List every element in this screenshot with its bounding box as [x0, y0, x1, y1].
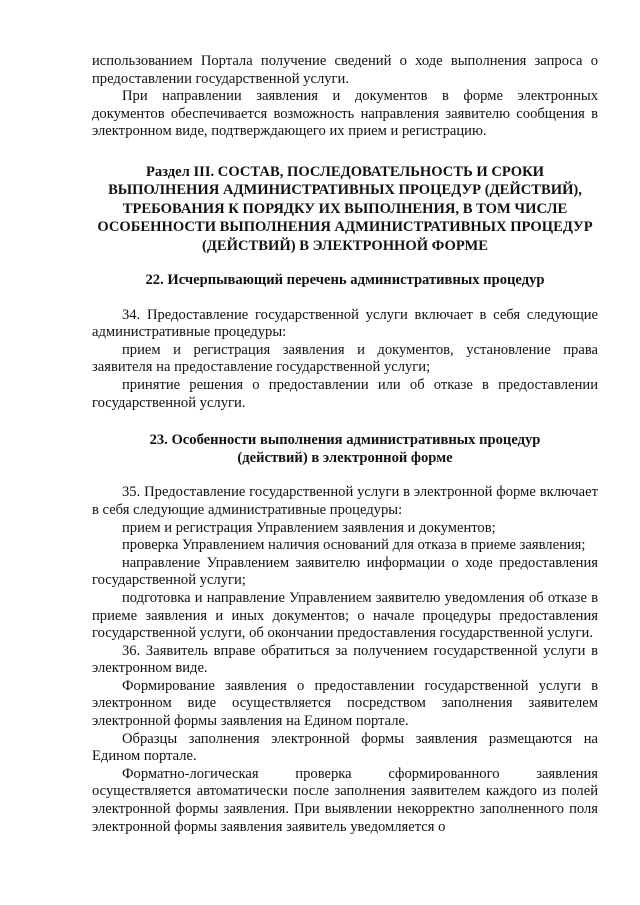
paragraph: прием и регистрация заявления и документов, установление права заявителя на предоставление государственной услуги;: [92, 341, 598, 376]
paragraph: Формирование заявления о предоставлении государственной услуги в электронном виде осуществляется посредством заполнения заявителем электронной формы заявления на Едином портале.: [92, 677, 598, 730]
heading-23-line1: 23. Особенности выполнения административных процедур: [149, 432, 541, 449]
subsection-heading-22: 22. Исчерпывающий перечень административных процедур: [145, 272, 545, 288]
paragraph: проверка Управлением наличия оснований для отказа в приеме заявления;: [122, 537, 586, 554]
paragraph: При направлении заявления и документов в форме электронных документов обеспечивается возможность направления заявителю сообщения в электронном виде, подтверждающего их прием и регистрацию.: [92, 88, 598, 140]
subsection-heading-23: [92, 432, 598, 467]
paragraph: принятие решения о предоставлении или об отказе в предоставлении государственной услуги.: [92, 376, 598, 411]
paragraph: прием и регистрация Управлением заявления и документов;: [122, 519, 496, 536]
paragraph: Форматно-логическая проверка сформированного заявления осуществляется автоматически после заполнения заявителем каждого из полей электронной формы заявления. При выявлении некорректно заполненного поля электронной формы заявления заявитель уведомляется о: [92, 765, 598, 835]
section-title: Раздел III. СОСТАВ, ПОСЛЕДОВАТЕЛЬНОСТЬ И СРОКИ ВЫПОЛНЕНИЯ АДМИНИСТРАТИВНЫХ ПРОЦЕДУР (ДЕЙСТВИЙ), ТРЕБОВАНИЯ К ПОРЯДКУ ИХ ВЫПОЛНЕНИЯ, В ТОМ ЧИСЛЕ ОСОБЕННОСТИ ВЫПОЛНЕНИЯ АДМИНИСТРАТИВНЫХ ПРОЦЕДУР (ДЕЙСТВИЙ) В ЭЛЕКТРОННОЙ ФОРМЕ: [97, 163, 593, 254]
paragraph: подготовка и направление Управлением заявителю уведомления об отказе в приеме заявления и иных документов; о начале процедуры предоставления государственной услуги, об окончании предоставления государственной услуги.: [92, 589, 598, 642]
paragraph: 36. Заявитель вправе обратиться за получением государственной услуги в электронном виде.: [92, 642, 598, 677]
heading-23-line2: (действий) в электронной форме: [237, 449, 453, 466]
paragraph: 35. Предоставление государственной услуги в электронной форме включает в себя следующие административные процедуры:: [92, 484, 598, 518]
paragraph: использованием Портала получение сведений о ходе выполнения запроса о предоставлении государственной услуги.: [92, 53, 598, 87]
paragraph: 34. Предоставление государственной услуги включает в себя следующие административные процедуры:: [92, 306, 598, 341]
paragraph: направление Управлением заявителю информации о ходе предоставления государственной услуги;: [92, 554, 598, 589]
paragraph: Образцы заполнения электронной формы заявления размещаются на Едином портале.: [92, 730, 598, 765]
